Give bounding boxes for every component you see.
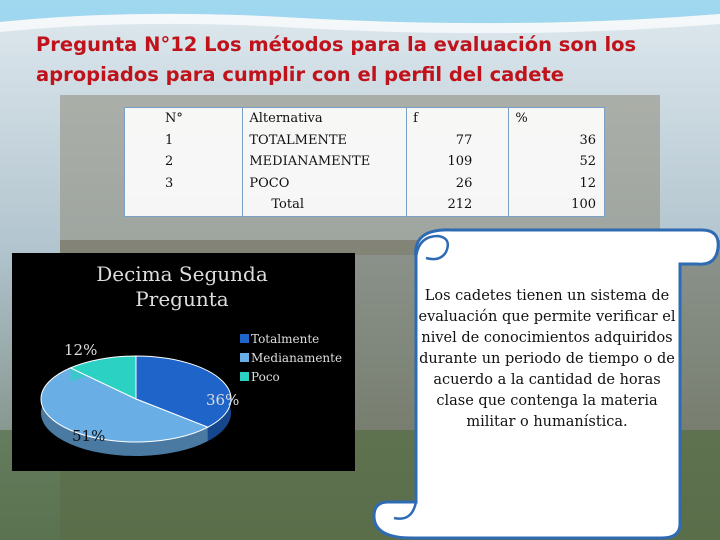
legend-swatch-medianamente (240, 353, 249, 362)
header-alternative: Alternativa (249, 111, 323, 126)
frequency-column (407, 108, 509, 217)
table-row (125, 108, 605, 217)
header-frequency: f (413, 111, 418, 126)
cell-alternative: MEDIANAMENTE (249, 154, 371, 169)
slide-title: Pregunta N°12 Los métodos para la evaluación son los apropiados para cumplir con el perfil del cadete (36, 33, 637, 86)
cell-alternative: POCO (249, 175, 290, 191)
chart-title-line-2: Pregunta (135, 287, 229, 311)
cell-frequency: 77 (455, 132, 473, 148)
legend-swatch-poco (240, 372, 249, 381)
legend-label-totalmente: Totalmente (251, 332, 320, 346)
cell-number: 3 (165, 175, 174, 191)
legend-label-medianamente: Medianamente (251, 351, 343, 365)
pie-label-poco: 12% (64, 341, 98, 359)
cell-percent: 36 (579, 132, 596, 148)
pie-label-medianamente: 51% (72, 427, 106, 445)
number-column (125, 108, 243, 217)
cell-percent: 52 (579, 154, 596, 169)
chart-title-line-1: Decima Segunda (96, 262, 268, 286)
alternative-column (243, 108, 407, 217)
pie-label-totalmente: 36% (206, 391, 240, 409)
pie-chart (12, 253, 355, 471)
cell-frequency: 109 (447, 154, 473, 169)
legend-label-poco: Poco (251, 370, 280, 384)
total-label: Total (271, 197, 304, 212)
frequency-table (124, 107, 605, 217)
cell-number: 1 (165, 132, 174, 148)
total-percent: 100 (571, 197, 596, 212)
legend-swatch-totalmente (240, 334, 249, 343)
header-percent: % (515, 111, 528, 126)
conclusion-text: Los cadetes tienen un sistema de evaluación que permite verificar el nivel de conocimientos adquiridos durante un periodo de tiempo o de acuerdo a la cantidad de horas clase que contenga la materia militar o humanística. (418, 288, 676, 430)
cell-alternative: TOTALMENTE (249, 132, 348, 148)
total-frequency: 212 (447, 197, 473, 212)
percent-column (509, 108, 605, 217)
cell-percent: 12 (579, 175, 596, 191)
cell-frequency: 26 (455, 175, 473, 191)
cell-number: 2 (165, 154, 174, 169)
header-number: N° (165, 111, 183, 126)
